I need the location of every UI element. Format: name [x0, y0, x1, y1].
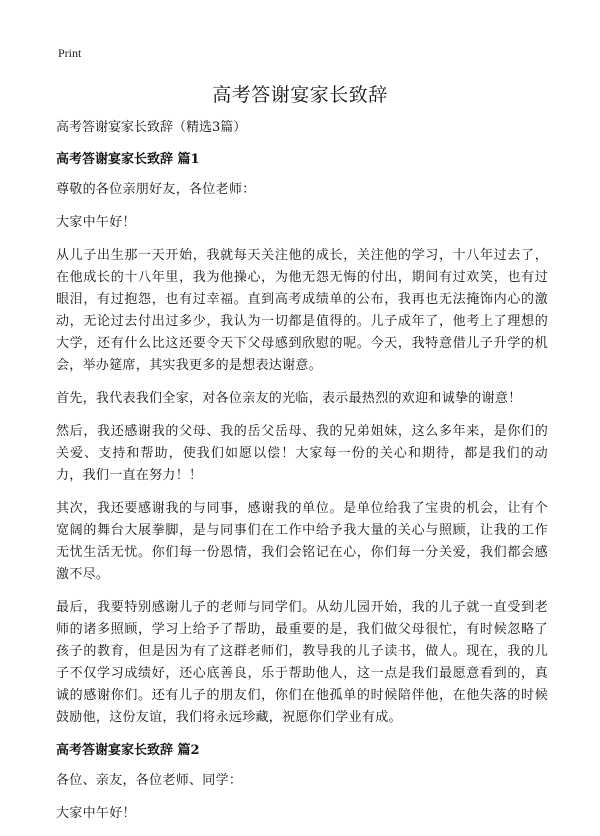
section-1	[56, 149, 548, 729]
paragraph: 从儿子出生那一天开始，我就每天关注他的成长，关注他的学习，十八年过去了，在他成长的十八年里，我为他操心，为他无怨无悔的付出，期间有过欢笑，也有过眼泪，有过抱怨，也有过幸福。直到高考成绩单的公布，我再也无法掩饰内心的激动，无论过去付出过多少，我认为一切都是值得的。儿子成年了，他考上了理想的大学，还有什么比这还要令天下父母感到欣慰的呢。今天，我特意借儿子升学的机会，举办筵席，其实我更多的是想表达谢意。	[56, 248, 548, 373]
paragraph: 大家中午好！	[56, 806, 136, 821]
section-2	[56, 740, 548, 825]
print-link[interactable]: Print	[58, 46, 82, 60]
document-body	[56, 117, 548, 836]
paragraph: 首先，我代表我们全家，对各位亲友的光临，表示最热烈的欢迎和诚挚的谢意！	[56, 391, 522, 406]
paragraph: 各位、亲友，各位老师、同学：	[56, 773, 243, 788]
paragraph: 最后，我要特别感谢儿子的老师与同学们。从幼儿园开始，我的儿子就一直受到老师的诸多照顾，学习上给予了帮助，最重要的是，我们做父母很忙，有时候忽略了孩子的教育，但是因为有了这群老师们，教导我的儿子读书，做人。现在，我的儿子不仅学习成绩好，还心底善良，乐于帮助他人，这一点是我们最愿意看到的，真诚的感谢你们。还有儿子的朋友们，你们在他孤单的时候陪伴他，在他失落的时候鼓励他，这份友谊，我们将永远珍藏，祝愿你们学业有成。	[56, 600, 548, 725]
page-title: 高考答谢宴家长致辞	[212, 84, 388, 106]
paragraph: 尊敬的各位亲朋好友，各位老师：	[56, 182, 256, 197]
section-heading: 高考答谢宴家长致辞 篇2	[56, 743, 200, 758]
paragraph: 然后，我还感谢我的父母、我的岳父岳母、我的兄弟姐妹，这么多年来，是你们的关爱、支持和帮助，使我们如愿以偿！大家每一份的关心和期待，都是我们的动力，我们一直在努力！！	[56, 424, 548, 483]
paragraph: 其次，我还要感谢我的与同事，感谢我的单位。是单位给我了宝贵的机会，让有个宽阔的舞台大展拳脚，是与同事们在工作中给予我大量的关心与照顾，让我的工作无忧生活无忧。你们每一份恩情，我们会铭记在心，你们每一分关爱，我们都会感激不尽。	[56, 501, 548, 582]
section-heading: 高考答谢宴家长致辞 篇1	[56, 152, 200, 167]
document-subtitle: 高考答谢宴家长致辞（精选3篇）	[56, 120, 247, 135]
paragraph: 大家中午好！	[56, 215, 136, 230]
